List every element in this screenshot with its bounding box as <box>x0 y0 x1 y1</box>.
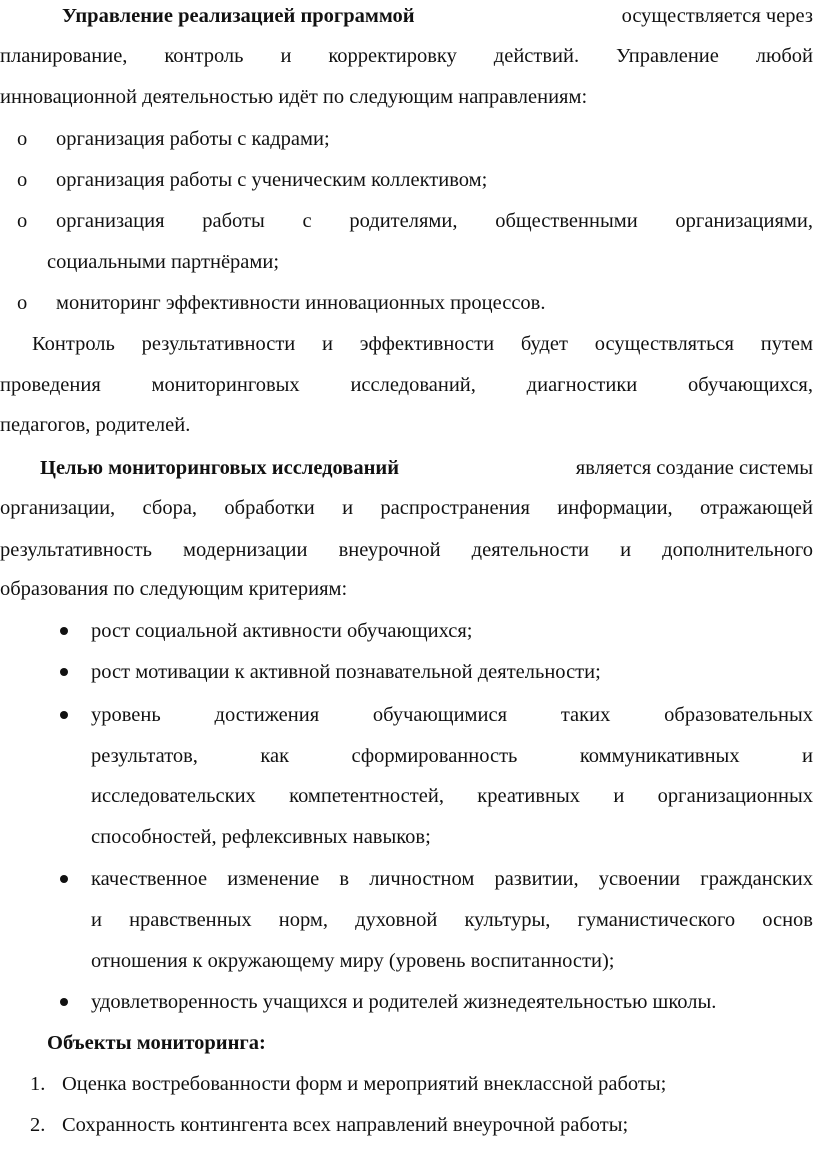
direction-marker: o <box>17 169 28 191</box>
goal-line1-rest: является создание системы <box>575 457 813 479</box>
criteria-item: удовлетворенность учащихся и родителей жизнедеятельностью школы. <box>91 991 717 1013</box>
direction-item: мониторинг эффективности инновационных процессов. <box>56 292 546 314</box>
criteria-item-continued: результатов, как сформированность коммуникативных и <box>91 745 813 767</box>
objects-item: Сохранность контингента всех направлений внеурочной работы; <box>62 1114 629 1136</box>
direction-marker: o <box>17 210 28 232</box>
criteria-bullet <box>60 668 68 676</box>
criteria-item: уровень достижения обучающимися таких образовательных <box>91 704 813 726</box>
criteria-bullet <box>60 998 68 1006</box>
intro-lead-bold: Управление реализацией программой <box>62 5 415 27</box>
criteria-item-continued: и нравственных норм, духовной культуры, гуманистического основ <box>91 909 813 931</box>
intro-line2: планирование, контроль и корректировку действий. Управление любой <box>0 45 813 67</box>
criteria-item-continued: отношения к окружающему миру (уровень воспитанности); <box>91 950 615 972</box>
criteria-item: рост социальной активности обучающихся; <box>91 620 473 642</box>
goal-line3: результативность модернизации внеурочной деятельности и дополнительного <box>0 539 813 561</box>
criteria-item: рост мотивации к активной познавательной деятельности; <box>91 661 601 683</box>
control-line2: проведения мониторинговых исследований, диагностики обучающихся, <box>0 374 813 396</box>
direction-item-continued: социальными партнёрами; <box>47 251 280 273</box>
control-line3: педагогов, родителей. <box>0 414 191 436</box>
criteria-bullet <box>60 627 68 635</box>
criteria-bullet <box>60 711 68 719</box>
objects-heading: Объекты мониторинга: <box>47 1032 266 1054</box>
objects-item: Оценка востребованности форм и мероприятий внеклассной работы; <box>62 1073 667 1095</box>
goal-line2: организации, сбора, обработки и распространения информации, отражающей <box>0 497 813 519</box>
direction-item: организация работы с кадрами; <box>56 128 330 150</box>
direction-item: организация работы с ученическим коллективом; <box>56 169 488 191</box>
intro-line3: инновационной деятельностью идёт по следующим направлениям: <box>0 86 588 108</box>
criteria-bullet <box>60 875 68 883</box>
control-line1: Контроль результативности и эффективности будет осуществляться путем <box>32 333 813 355</box>
objects-number: 1. <box>30 1073 46 1095</box>
criteria-item-continued: способностей, рефлексивных навыков; <box>91 826 431 848</box>
goal-lead-bold: Целью мониторинговых исследований <box>40 457 400 479</box>
direction-marker: o <box>17 128 28 150</box>
criteria-item: качественное изменение в личностном развитии, усвоении гражданских <box>91 868 813 890</box>
direction-item: организация работы с родителями, общественными организациями, <box>56 210 813 232</box>
direction-marker: o <box>17 292 28 314</box>
goal-line4: образования по следующим критериям: <box>0 578 348 600</box>
intro-line1-rest: осуществляется через <box>621 5 813 27</box>
objects-number: 2. <box>30 1114 46 1136</box>
criteria-item-continued: исследовательских компетентностей, креативных и организационных <box>91 785 813 807</box>
